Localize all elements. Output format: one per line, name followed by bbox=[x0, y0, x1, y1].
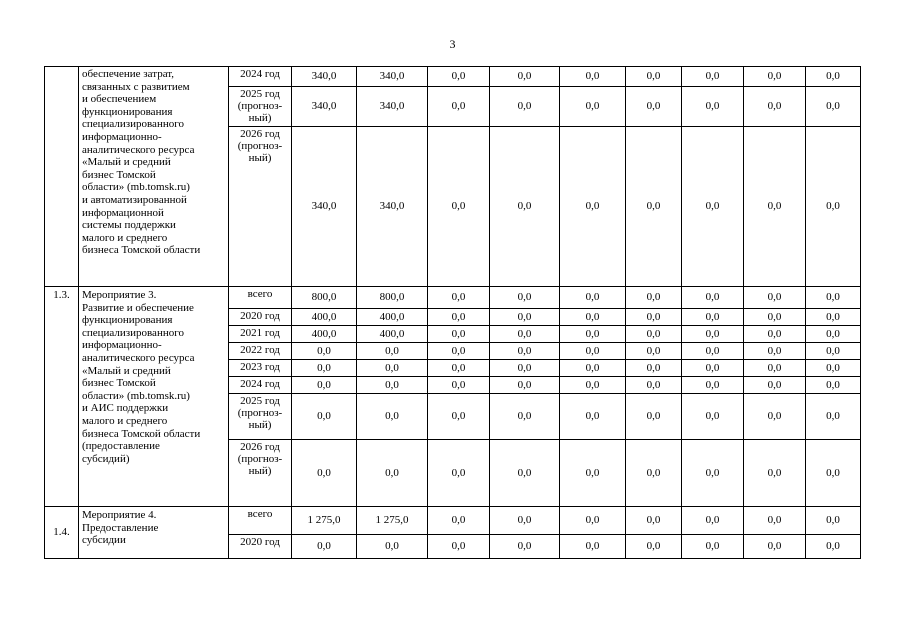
value-cell: 0,0 bbox=[682, 535, 744, 559]
value-cell: 0,0 bbox=[292, 440, 357, 507]
value-cell: 0,0 bbox=[626, 377, 682, 394]
activity-name-line: Мероприятие 3. bbox=[82, 289, 157, 301]
value-cell: 0,0 bbox=[490, 440, 560, 507]
value-cell: 0,0 bbox=[292, 377, 357, 394]
period-cell bbox=[229, 87, 292, 127]
value-cell: 0,0 bbox=[428, 309, 490, 326]
value-cell: 0,0 bbox=[428, 287, 490, 309]
value-cell: 0,0 bbox=[292, 535, 357, 559]
value-cell: 0,0 bbox=[806, 440, 861, 507]
period-cell bbox=[229, 360, 292, 377]
value-cell: 0,0 bbox=[428, 535, 490, 559]
table-row bbox=[45, 287, 861, 309]
period-line: 2020 год bbox=[240, 310, 280, 322]
activity-name-line: аналитического ресурса bbox=[82, 351, 195, 364]
period-line: (прогноз- bbox=[237, 140, 283, 152]
table-row bbox=[45, 67, 861, 87]
value-cell: 0,0 bbox=[626, 87, 682, 127]
activity-name-line: Предоставление bbox=[82, 521, 159, 534]
value-cell: 0,0 bbox=[682, 360, 744, 377]
activity-name-line: специализированного bbox=[82, 326, 184, 339]
value-cell: 0,0 bbox=[490, 507, 560, 535]
value-cell: 800,0 bbox=[357, 287, 428, 309]
activity-name bbox=[79, 287, 229, 507]
activity-name-line: обеспечение затрат, bbox=[82, 68, 175, 80]
activity-name-line: малого и среднего bbox=[82, 231, 168, 244]
activity-name-line: субсидии bbox=[82, 534, 126, 547]
value-cell: 0,0 bbox=[560, 67, 626, 87]
value-cell: 0,0 bbox=[292, 360, 357, 377]
budget-table bbox=[44, 66, 861, 559]
period-cell bbox=[229, 326, 292, 343]
value-cell: 0,0 bbox=[626, 343, 682, 360]
value-cell: 0,0 bbox=[490, 360, 560, 377]
period-cell bbox=[229, 127, 292, 287]
value-cell: 0,0 bbox=[744, 377, 806, 394]
value-cell: 0,0 bbox=[806, 87, 861, 127]
activity-name-line: бизнес Томской bbox=[82, 168, 156, 181]
value-cell: 0,0 bbox=[357, 535, 428, 559]
value-cell: 0,0 bbox=[682, 326, 744, 343]
value-cell: 800,0 bbox=[292, 287, 357, 309]
activity-name-line: информационно- bbox=[82, 339, 162, 352]
value-cell: 0,0 bbox=[490, 87, 560, 127]
activity-name-line: и АИС поддержки bbox=[82, 402, 169, 415]
activity-name-line: бизнеса Томской области bbox=[82, 427, 201, 440]
value-cell: 0,0 bbox=[744, 440, 806, 507]
value-cell: 0,0 bbox=[490, 394, 560, 440]
period-line: 2026 год bbox=[240, 128, 280, 140]
value-cell: 0,0 bbox=[626, 535, 682, 559]
value-cell: 0,0 bbox=[560, 127, 626, 287]
activity-name-line: функционирования bbox=[82, 314, 173, 327]
item-number bbox=[45, 67, 79, 287]
period-cell bbox=[229, 343, 292, 360]
value-cell: 0,0 bbox=[428, 377, 490, 394]
value-cell: 0,0 bbox=[682, 309, 744, 326]
value-cell: 340,0 bbox=[292, 67, 357, 87]
value-cell: 0,0 bbox=[292, 394, 357, 440]
period-cell bbox=[229, 377, 292, 394]
value-cell: 0,0 bbox=[682, 87, 744, 127]
value-cell: 0,0 bbox=[626, 287, 682, 309]
value-cell: 0,0 bbox=[490, 309, 560, 326]
period-cell bbox=[229, 507, 292, 535]
value-cell: 0,0 bbox=[428, 394, 490, 440]
value-cell: 0,0 bbox=[806, 343, 861, 360]
value-cell: 0,0 bbox=[428, 507, 490, 535]
value-cell: 0,0 bbox=[806, 287, 861, 309]
value-cell: 1 275,0 bbox=[357, 507, 428, 535]
activity-name-line: системы поддержки bbox=[82, 219, 176, 232]
table-row bbox=[45, 507, 861, 535]
value-cell: 0,0 bbox=[626, 326, 682, 343]
activity-name-line: и обеспечением bbox=[82, 93, 157, 106]
activity-name bbox=[79, 507, 229, 559]
activity-name-line: (предоставление bbox=[82, 440, 160, 453]
value-cell: 0,0 bbox=[560, 535, 626, 559]
value-cell: 0,0 bbox=[560, 440, 626, 507]
value-cell: 0,0 bbox=[682, 507, 744, 535]
value-cell: 0,0 bbox=[744, 394, 806, 440]
period-line: 2023 год bbox=[240, 361, 280, 373]
value-cell: 0,0 bbox=[560, 326, 626, 343]
period-cell bbox=[229, 535, 292, 559]
value-cell: 340,0 bbox=[357, 87, 428, 127]
period-line: всего bbox=[247, 288, 273, 300]
period-line: 2025 год bbox=[240, 88, 280, 100]
value-cell: 0,0 bbox=[626, 394, 682, 440]
value-cell: 340,0 bbox=[292, 87, 357, 127]
activity-name-line: связанных с развитием bbox=[82, 80, 190, 93]
value-cell: 0,0 bbox=[626, 440, 682, 507]
period-cell bbox=[229, 440, 292, 507]
value-cell: 340,0 bbox=[357, 67, 428, 87]
value-cell: 0,0 bbox=[292, 343, 357, 360]
value-cell: 0,0 bbox=[744, 127, 806, 287]
value-cell: 0,0 bbox=[744, 309, 806, 326]
period-cell bbox=[229, 394, 292, 440]
value-cell: 340,0 bbox=[292, 127, 357, 287]
activity-name-line: информационной bbox=[82, 206, 164, 219]
activity-name bbox=[79, 67, 229, 287]
activity-name-line: «Малый и средний bbox=[82, 156, 171, 169]
value-cell: 0,0 bbox=[744, 287, 806, 309]
activity-name-line: специализированного bbox=[82, 118, 184, 131]
value-cell: 0,0 bbox=[357, 377, 428, 394]
value-cell: 0,0 bbox=[682, 287, 744, 309]
value-cell: 0,0 bbox=[682, 394, 744, 440]
period-cell bbox=[229, 309, 292, 326]
activity-name-line: Развитие и обеспечение bbox=[82, 301, 194, 314]
value-cell: 0,0 bbox=[357, 360, 428, 377]
value-cell: 0,0 bbox=[560, 394, 626, 440]
activity-name-line: «Малый и средний bbox=[82, 364, 171, 377]
value-cell: 0,0 bbox=[806, 535, 861, 559]
value-cell: 1 275,0 bbox=[292, 507, 357, 535]
activity-name-line: субсидий) bbox=[82, 452, 130, 465]
value-cell: 0,0 bbox=[682, 67, 744, 87]
period-line: 2022 год bbox=[240, 344, 280, 356]
period-line: 2024 год bbox=[240, 68, 280, 80]
value-cell: 0,0 bbox=[682, 377, 744, 394]
value-cell: 0,0 bbox=[490, 67, 560, 87]
period-line: ный) bbox=[248, 112, 272, 124]
period-line: 2020 год bbox=[240, 536, 280, 548]
value-cell: 0,0 bbox=[744, 507, 806, 535]
activity-name-line: малого и среднего bbox=[82, 414, 168, 427]
value-cell: 0,0 bbox=[682, 127, 744, 287]
item-number: 1.4. bbox=[45, 507, 79, 559]
item-number: 1.3. bbox=[45, 287, 79, 507]
period-line: (прогноз- bbox=[237, 407, 283, 419]
value-cell: 0,0 bbox=[682, 440, 744, 507]
value-cell: 0,0 bbox=[744, 343, 806, 360]
value-cell: 0,0 bbox=[806, 394, 861, 440]
value-cell: 0,0 bbox=[626, 360, 682, 377]
value-cell: 0,0 bbox=[428, 127, 490, 287]
value-cell: 0,0 bbox=[560, 309, 626, 326]
value-cell: 0,0 bbox=[626, 67, 682, 87]
period-cell bbox=[229, 67, 292, 87]
value-cell: 0,0 bbox=[806, 309, 861, 326]
value-cell: 0,0 bbox=[560, 507, 626, 535]
period-line: 2025 год bbox=[240, 395, 280, 407]
period-line: 2026 год bbox=[240, 441, 280, 453]
value-cell: 0,0 bbox=[428, 67, 490, 87]
value-cell: 0,0 bbox=[806, 326, 861, 343]
value-cell: 0,0 bbox=[490, 535, 560, 559]
period-line: (прогноз- bbox=[237, 453, 283, 465]
value-cell: 0,0 bbox=[428, 326, 490, 343]
value-cell: 0,0 bbox=[560, 343, 626, 360]
value-cell: 0,0 bbox=[744, 326, 806, 343]
value-cell: 0,0 bbox=[744, 87, 806, 127]
value-cell: 400,0 bbox=[357, 309, 428, 326]
period-line: всего bbox=[247, 508, 273, 520]
value-cell: 0,0 bbox=[806, 360, 861, 377]
period-line: 2021 год bbox=[240, 327, 280, 339]
value-cell: 0,0 bbox=[744, 360, 806, 377]
value-cell: 0,0 bbox=[682, 343, 744, 360]
activity-name-line: аналитического ресурса bbox=[82, 143, 195, 156]
value-cell: 340,0 bbox=[357, 127, 428, 287]
value-cell: 0,0 bbox=[490, 127, 560, 287]
value-cell: 400,0 bbox=[292, 309, 357, 326]
period-line: 2024 год bbox=[240, 378, 280, 390]
page-number: 3 bbox=[449, 37, 456, 51]
value-cell: 0,0 bbox=[428, 440, 490, 507]
activity-name-line: функционирования bbox=[82, 105, 173, 118]
value-cell: 0,0 bbox=[357, 394, 428, 440]
activity-name-line: области» (mb.tomsk.ru) bbox=[82, 181, 190, 194]
value-cell: 0,0 bbox=[428, 343, 490, 360]
value-cell: 400,0 bbox=[292, 326, 357, 343]
activity-name-line: области» (mb.tomsk.ru) bbox=[82, 389, 190, 402]
value-cell: 0,0 bbox=[744, 67, 806, 87]
value-cell: 0,0 bbox=[560, 360, 626, 377]
value-cell: 0,0 bbox=[560, 377, 626, 394]
value-cell: 0,0 bbox=[806, 127, 861, 287]
value-cell: 0,0 bbox=[490, 377, 560, 394]
value-cell: 0,0 bbox=[806, 67, 861, 87]
value-cell: 0,0 bbox=[357, 343, 428, 360]
period-cell bbox=[229, 287, 292, 309]
period-line: (прогноз- bbox=[237, 100, 283, 112]
period-line: ный) bbox=[248, 465, 272, 477]
period-line: ный) bbox=[248, 419, 272, 431]
value-cell: 0,0 bbox=[357, 440, 428, 507]
value-cell: 0,0 bbox=[490, 287, 560, 309]
activity-name-line: информационно- bbox=[82, 130, 162, 143]
value-cell: 0,0 bbox=[560, 87, 626, 127]
value-cell: 0,0 bbox=[490, 343, 560, 360]
value-cell: 0,0 bbox=[806, 377, 861, 394]
value-cell: 0,0 bbox=[744, 535, 806, 559]
value-cell: 0,0 bbox=[560, 287, 626, 309]
activity-name-line: бизнеса Томской области bbox=[82, 244, 201, 257]
value-cell: 0,0 bbox=[626, 507, 682, 535]
activity-name-line: бизнес Томской bbox=[82, 377, 156, 390]
value-cell: 0,0 bbox=[428, 87, 490, 127]
value-cell: 0,0 bbox=[626, 127, 682, 287]
activity-name-line: и автоматизированной bbox=[82, 193, 187, 206]
value-cell: 400,0 bbox=[357, 326, 428, 343]
activity-name-line: Мероприятие 4. bbox=[82, 509, 157, 521]
value-cell: 0,0 bbox=[626, 309, 682, 326]
period-line: ный) bbox=[248, 152, 272, 164]
value-cell: 0,0 bbox=[490, 326, 560, 343]
value-cell: 0,0 bbox=[428, 360, 490, 377]
value-cell: 0,0 bbox=[806, 507, 861, 535]
